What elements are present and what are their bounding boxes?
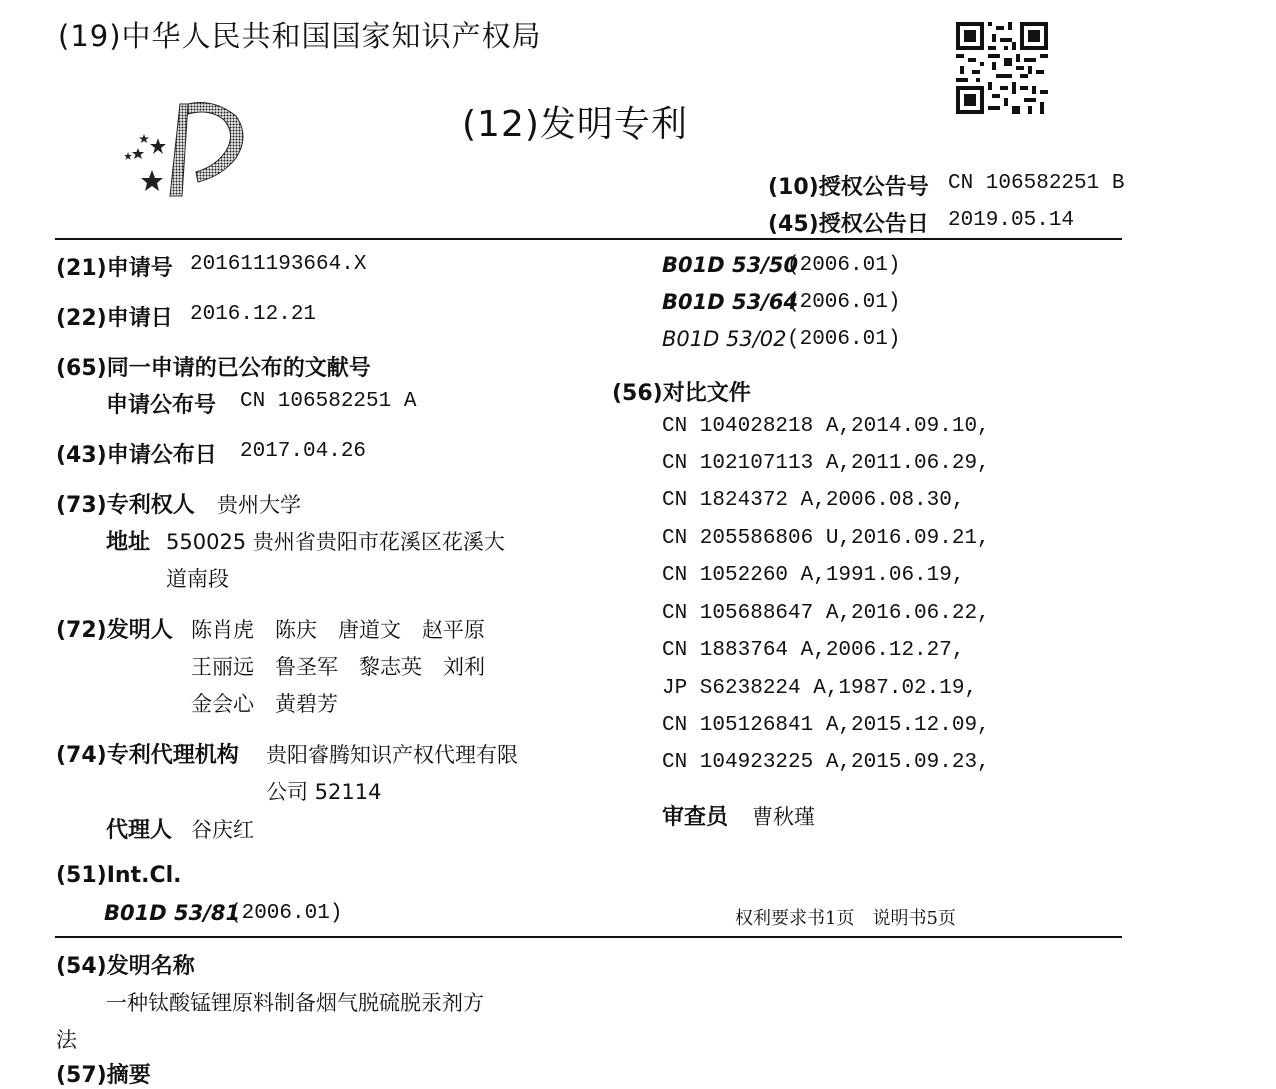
application-publication-date-label: (43)申请公布日 [56,443,217,468]
classification-1-year: (2006.01) [787,254,901,277]
cited-document: CN 205586806 U,2016.09.21, [662,527,990,550]
cited-document: CN 104028218 A,2014.09.10, [662,415,990,438]
examiner-label: 审查员 [662,805,729,830]
document-type-title: (12)发明专利 [462,104,688,145]
classification-3-code: B01D 53/02 [662,327,787,351]
patent-agency-line-1: 贵阳睿腾知识产权代理有限 [266,743,518,767]
cited-documents-label: (56)对比文件 [612,381,751,406]
patentee-label: (73)专利权人 [56,493,195,518]
inventor-line-3: 金会心 黄碧芳 [191,692,338,716]
classification-1-code: B01D 53/50 [662,253,799,277]
inventor-line-1: 陈肖虎 陈庆 唐道文 赵平原 [191,618,485,642]
cited-document: CN 1883764 A,2006.12.27, [662,639,965,662]
address-label: 地址 [106,530,151,555]
int-cl-code: B01D 53/81 [104,901,241,925]
classification-2-code: B01D 53/64 [662,290,799,314]
application-publication-number: CN 106582251 A [240,390,417,413]
cited-document: CN 105688647 A,2016.06.22, [662,602,990,625]
classification-2-year: (2006.01) [787,291,901,314]
address-line-1: 550025 贵州省贵阳市花溪区花溪大 [166,530,505,554]
patent-agency-line-2: 公司 52114 [266,780,382,804]
patent-agency-label: (74)专利代理机构 [56,743,239,768]
classification-3-year: (2006.01) [787,328,901,351]
abstract-label: (57)摘要 [56,1063,151,1088]
application-number-label: (21)申请号 [56,256,173,281]
int-cl-year: (2006.01) [229,902,343,925]
qr-code-icon [956,22,1048,114]
cnipa-logo [118,96,248,198]
bottom-divider [55,936,1122,938]
examiner: 曹秋瑾 [752,805,815,829]
int-cl-label: (51)Int.Cl. [56,863,182,888]
application-number: 201611193664.X [190,253,367,276]
application-date: 2016.12.21 [190,303,317,326]
invention-title-line-1: 一种钛酸锰锂原料制备烟气脱硫脱汞剂方 [106,991,484,1015]
page-count: 权利要求书1页 说明书5页 [735,908,956,929]
cited-document: JP S6238224 A,1987.02.19, [662,677,978,700]
inventor-label: (72)发明人 [56,618,173,643]
grant-publication-date: 2019.05.14 [948,209,1075,232]
grant-publication-number: CN 106582251 B [948,172,1125,195]
patentee: 贵州大学 [217,493,301,517]
invention-title-line-2: 法 [56,1028,77,1052]
address-line-2: 道南段 [166,567,229,591]
inventor-line-2: 王丽远 鲁圣军 黎志英 刘利 [191,655,485,679]
cited-document: CN 104923225 A,2015.09.23, [662,751,990,774]
cited-document: CN 1824372 A,2006.08.30, [662,489,965,512]
cited-document: CN 105126841 A,2015.12.09, [662,714,990,737]
application-date-label: (22)申请日 [56,306,173,331]
agent: 谷庆红 [191,818,254,842]
top-divider [55,238,1122,240]
grant-publication-date-label: (45)授权公告日 [768,212,929,237]
invention-title-label: (54)发明名称 [56,954,195,979]
application-publication-number-label: 申请公布号 [106,393,217,418]
application-publication-date: 2017.04.26 [240,440,367,463]
agent-label: 代理人 [106,818,173,843]
cited-document: CN 102107113 A,2011.06.29, [662,452,990,475]
same-application-label: (65)同一申请的已公布的文献号 [56,356,371,381]
grant-publication-number-label: (10)授权公告号 [768,175,929,200]
office-name: (19)中华人民共和国国家知识产权局 [58,19,542,53]
cited-document: CN 1052260 A,1991.06.19, [662,564,965,587]
